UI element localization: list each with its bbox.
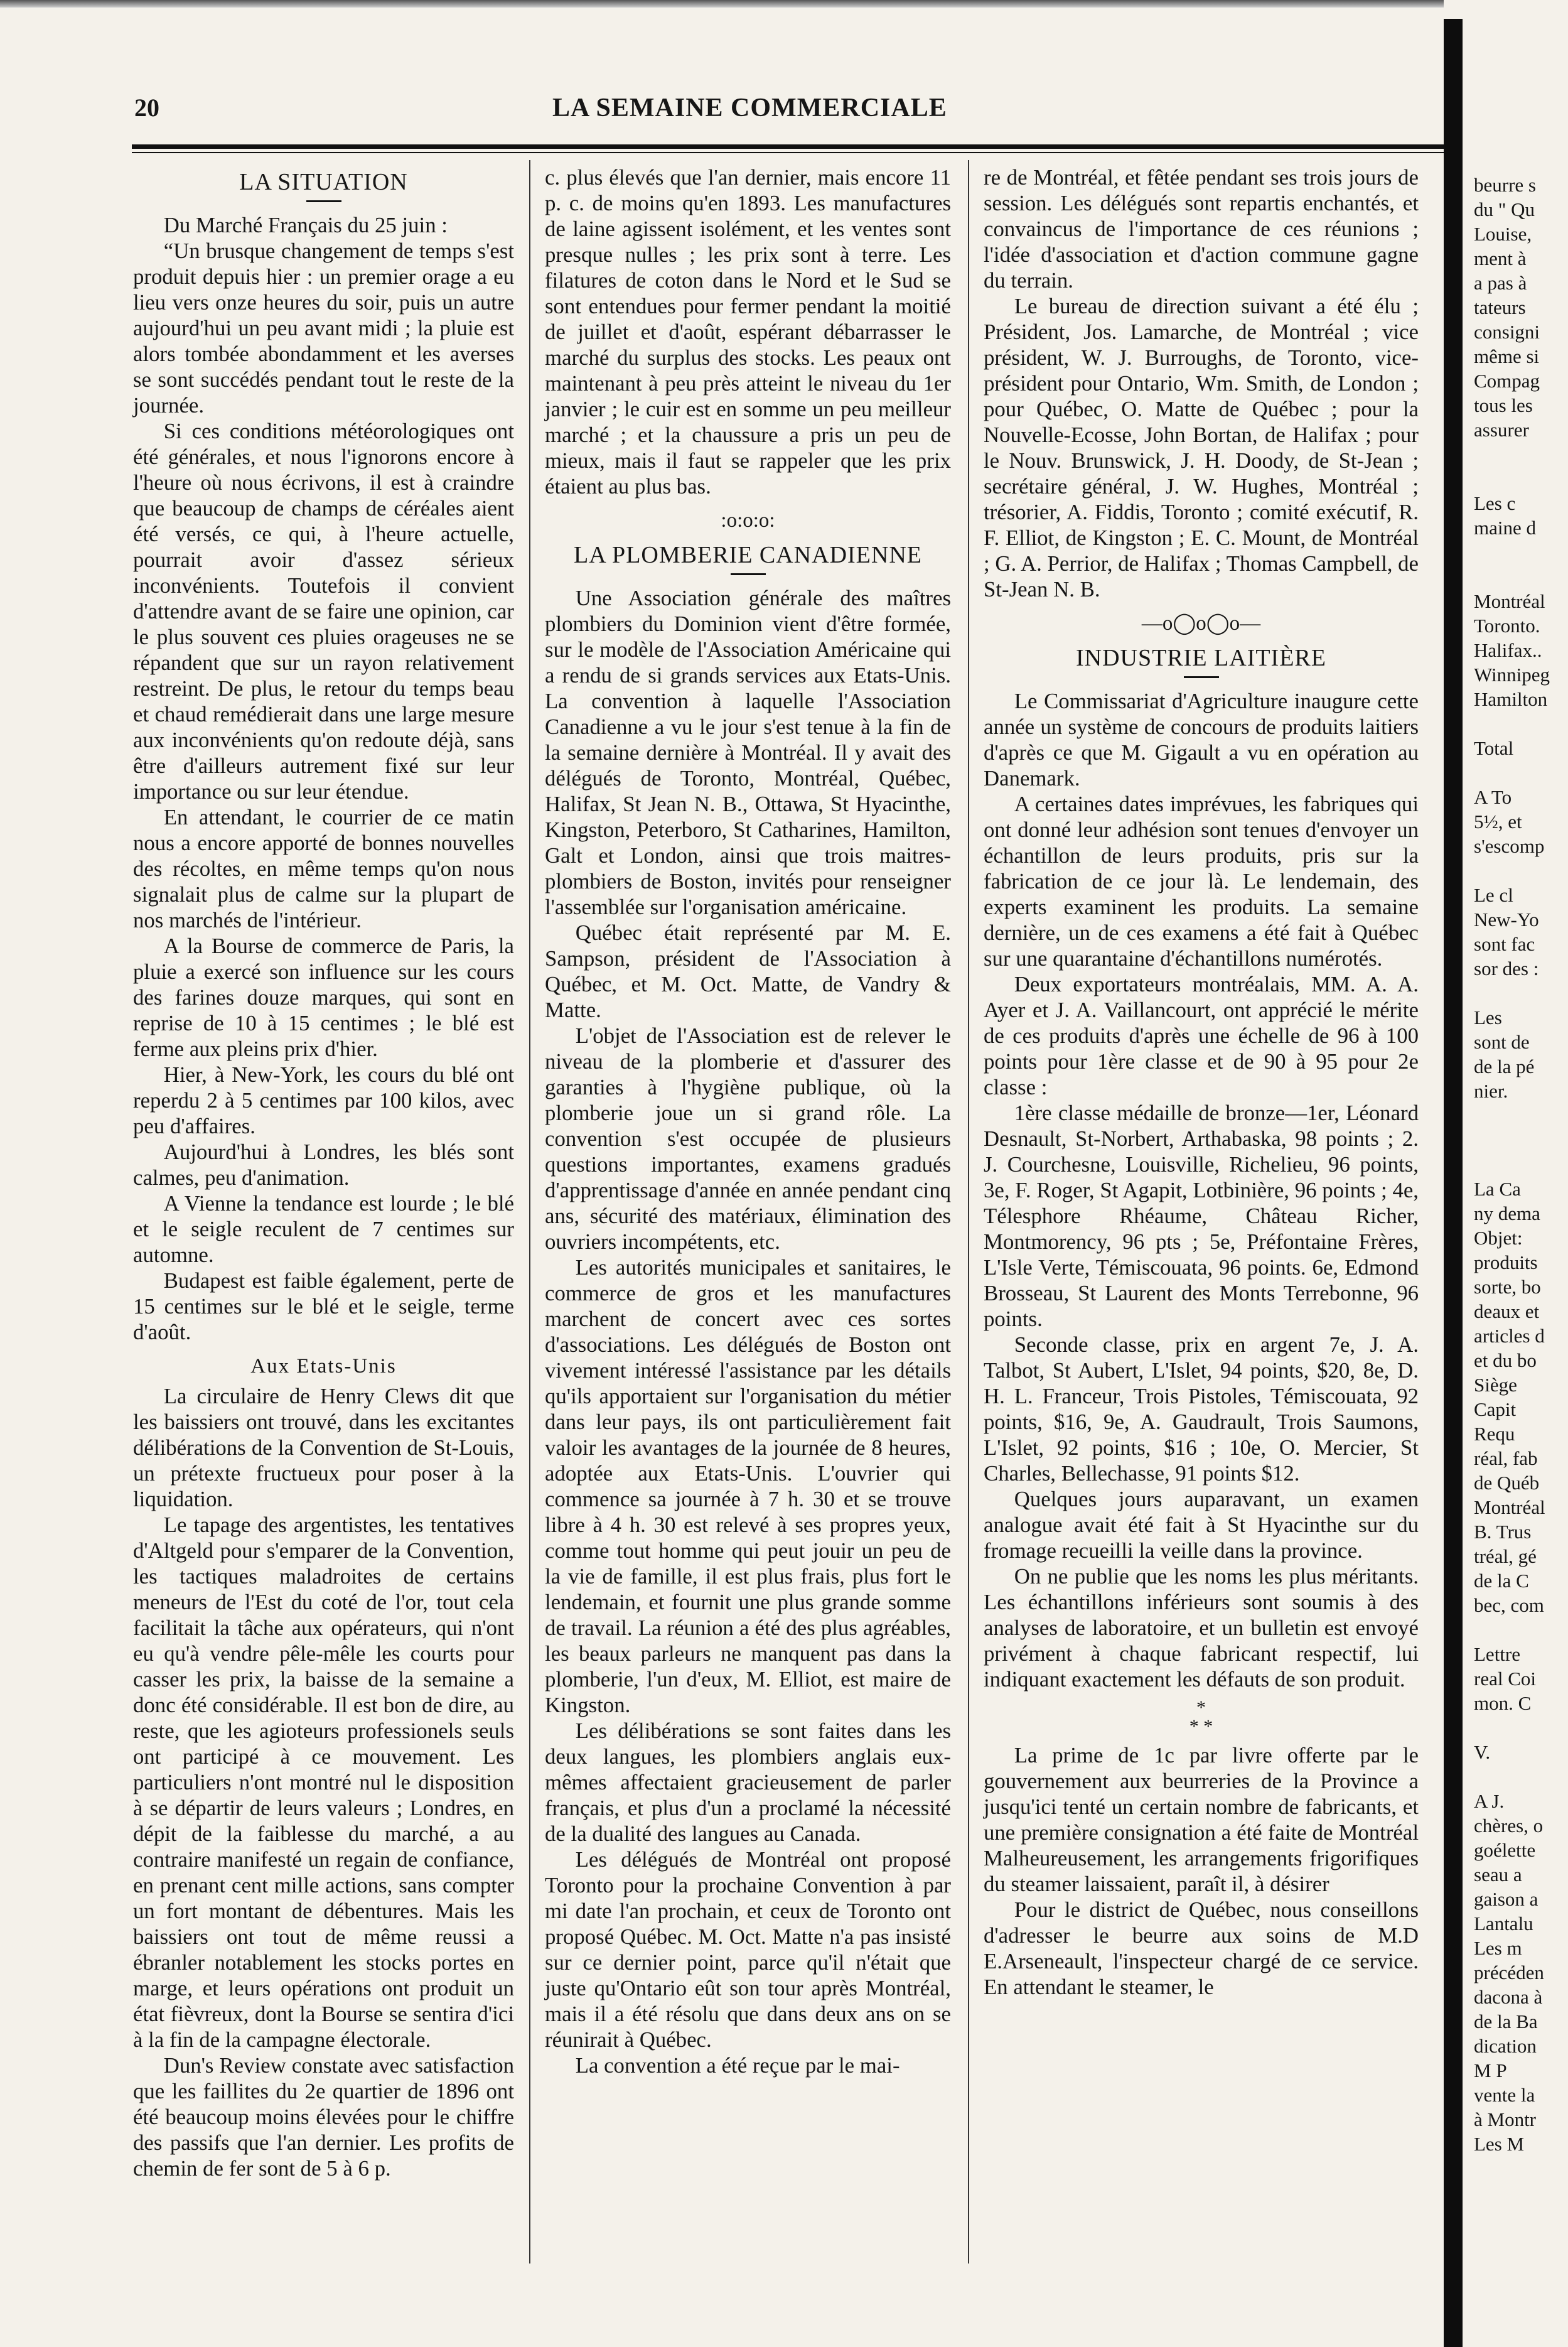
column-3 [984,165,1419,2000]
paragraph: Dun's Review constate avec satisfaction que les faillites du 2e quartier de 1896 ont été beaucoup moins élevées pour le chiffre des passifs que l'an dernier. Les profits de chemin de fer sont de 5 à 6 p. [133,2053,514,2181]
adjacent-page-line: dication [1474,2035,1537,2057]
adjacent-page-line: sont de [1474,1031,1530,1053]
adjacent-page-line [1474,442,1567,467]
adjacent-page-line: à Montr [1474,2108,1537,2130]
paragraph: Budapest est faible également, perte de 15 centimes sur le blé et le seigle, terme d'août. [133,1268,514,1344]
adjacent-page-line: Les [1474,1006,1502,1028]
column-divider [529,160,530,2263]
adjacent-page-line: Siège [1474,1374,1517,1396]
adjacent-page-line: et du bo [1474,1349,1537,1371]
paragraph: L'objet de l'Association est de relever le niveau de la plomberie et d'assurer des garanties à l'hygiène publique, où la plomberie joue un si grand rôle. La convention s'est occupée de plusieurs questions importantes, examens gradués d'apprentissage d'année en année pendant cinq ans, sécurité des matériaux, élimination des ouvriers incompétents, etc. [545,1023,951,1254]
title-rule [306,200,341,202]
adjacent-page-line: vente la [1474,2084,1535,2106]
page-number: 20 [134,94,159,122]
adjacent-page-line [1474,1715,1567,1740]
paragraph: Les délibérations se sont faites dans les deux langues, les plombiers anglais eux-mêmes affectaient gracieusement de parler français, et plus d'un a proclamé la nécessité de la dualité des langues au Canada. [545,1718,951,1846]
adjacent-page-line: du " Qu [1474,198,1535,220]
adjacent-page-line: Requ [1474,1423,1515,1445]
adjacent-page-line [1474,760,1567,785]
adjacent-page-line: réal, fab [1474,1447,1538,1469]
adjacent-page-line: tréal, gé [1474,1545,1537,1567]
running-title: LA SEMAINE COMMERCIALE [552,94,947,122]
paragraph: Les autorités municipales et sanitaires, le commerce de gros et les manufactures marchent de concert avec ces sortes d'associations. Les délégués de Boston ont vivement intéressé l'assistance par les détails qu'ils apportaient sur l'organisation du métier dans leur pays, ils ont particulièrement fait valoir les avantages de la journée de 8 heures, adoptée aux Etats-Unis. L'ouvrier qui commence sa journée à 7 h. 30 et se trouve libre à 4 h. 30 est relevé à ses propres yeux, comme tout homme qui peut jouir un peu de la vie de famille, il est plus frais, plus fort le lendemain, et fournit une plus grande somme de travail. La réunion a été des plus agréables, les beaux parleurs ne manquent pas dans la plomberie, l'un d'eux, M. Elliot, est maire de Kingston. [545,1255,951,1717]
adjacent-page-line: gaison a [1474,1888,1538,1910]
adjacent-page-line: A To [1474,786,1512,808]
paragraph: A Vienne la tendance est lourde ; le blé et le seigle reculent de 7 centimes sur automne. [133,1191,514,1267]
paragraph: A la Bourse de commerce de Paris, la pluie a exercé son influence sur les cours des farines douze marques, qui sont en reprise de 10 à 15 centimes ; le blé est ferme aux pleins prix d'hier. [133,934,514,1061]
adjacent-page-line: Montréal [1474,590,1545,612]
adjacent-page-line [1474,564,1567,589]
adjacent-page-line: real Coi [1474,1668,1536,1690]
adjacent-page-line: seau a [1474,1864,1522,1886]
header-rule-thin [132,152,1449,153]
top-edge-shadow [0,0,1444,8]
paragraph: c. plus élevés que l'an dernier, mais encore 11 p. c. de moins qu'en 1893. Les manufactures de laine agissent isolément, et les ventes sont presque nulles ; les prix sont à terre. Les filatures de coton dans le Nord et le Sud se sont entendues pour fermer pendant la moitié de juillet et d'août, espérant débarrasser le marché du surplus des stocks. Les peaux ont maintenant à peu près atteint le niveau du 1er janvier ; le cuir est en somme un peu meilleur marché ; et la chaussure a pris un peu de mieux, mais il faut se rappeler que les prix étaient au plus bas. [545,165,951,499]
paragraph: On ne publie que les noms les plus méritants. Les échantillons inférieurs sont soumis à des analyses de laboratoire, et un bulletin est envoyé privément à chaque fabricant respectif, lui indiquant exactement les défauts de son produit. [984,1564,1419,1691]
adjacent-page-line [1474,1128,1567,1152]
adjacent-page-line: assurer [1474,419,1529,441]
paragraph: Hier, à New-York, les cours du blé ont reperdu 2 à 5 centimes par 100 kilos, avec peu d'affaires. [133,1062,514,1138]
adjacent-page-line [1474,711,1567,736]
adjacent-page-line: a pas à [1474,272,1527,294]
adjacent-page-line: sor des : [1474,958,1539,979]
adjacent-page-line: deaux et [1474,1300,1540,1322]
adjacent-page-line: de Québ [1474,1472,1540,1494]
adjacent-page-line: V. [1474,1741,1491,1763]
paragraph: En attendant, le courrier de ce matin nous a encore apporté de bonnes nouvelles des récoltes, en même temps qu'on nous signalait plus de calme sur la plupart de nos marchés de l'intérieur. [133,805,514,932]
paragraph: Du Marché Français du 25 juin : [163,213,448,237]
binding-gutter [1444,19,1463,2347]
adjacent-page-line: Total [1474,737,1514,759]
adjacent-page-line: beurre s [1474,174,1536,196]
adjacent-page-line [1474,540,1567,564]
adjacent-page-line: La Ca [1474,1178,1521,1200]
adjacent-page-line: Toronto. [1474,615,1540,637]
paragraph: La prime de 1c par livre offerte par le gouvernement aux beurreries de la Province a jusqu'ici tenté un certain nombre de fabricants, et une première consignation a été faite de Montréal Malheureusement, les arrangements frigorifiques du steamer laissaient, paraît il, à désirer [984,1743,1419,1896]
adjacent-page-line: ny dema [1474,1202,1540,1224]
adjacent-page-line: ment à [1474,247,1527,269]
paragraph: La circulaire de Henry Clews dit que les baissiers ont trouvé, dans les excitantes délibérations de la Convention de St-Louis, un prétexte fructueux pour poser à la liquidation. [133,1384,514,1511]
adjacent-page-line [1474,1103,1567,1128]
adjacent-page-line [1474,467,1567,491]
adjacent-page-line: 5½, et [1474,811,1522,833]
adjacent-page-line: Lettre [1474,1643,1521,1665]
paragraph: Québec était représenté par M. E. Sampson, président de l'Association à Québec, et M. Oct. Matte, de Vandry & Matte. [545,920,951,1022]
adjacent-page-line: bec, com [1474,1594,1544,1616]
adjacent-page-line: goélette [1474,1839,1536,1861]
paragraph: re de Montréal, et fêtée pendant ses trois jours de session. Les délégués sont repartis enchantés, et convaincus de l'importance de ces réunions ; l'idée d'association et d'action commune gagne du terrain. [984,165,1419,293]
adjacent-page-line: Hamilton [1474,688,1548,710]
adjacent-page-line: Capit [1474,1398,1517,1420]
adjacent-page-line: Compag [1474,370,1540,392]
adjacent-page-line: précéden [1474,1961,1544,1983]
adjacent-page-line: tateurs [1474,296,1526,318]
adjacent-page-line [1474,1152,1567,1177]
article-title-plomberie-canadienne: LA PLOMBERIE CANADIENNE [574,542,922,568]
adjacent-page-line: même si [1474,345,1540,367]
adjacent-page-text [1474,173,1567,2156]
separator-ornament: —o◯o◯o— [1141,612,1261,635]
adjacent-page-line: dacona à [1474,1986,1543,2008]
adjacent-page-line: de la pé [1474,1055,1535,1077]
paragraph: Le bureau de direction suivant a été élu ; Président, Jos. Lamarche, de Montréal ; vice président, W. J. Burroughs, de Toronto, vice-président pour Ontario, Wm. Smith, de London ; pour Québec, O. Matte de Québec ; pour la Nouvelle-Ecosse, John Bortan, de Halifax ; pour le Nouv. Brunswick, J. H. Doody, de St-Jean ; secrétaire général, J. W. Hughes, Montréal ; trésorier, A. Fiddis, Toronto ; comité exécutif, R. F. Elliot, de Kingston ; E. C. Mount, de Montréal ; G. A. Perrior, de Halifax ; Thomas Campbell, de St-Jean N. B. [984,294,1419,602]
column-1 [133,165,514,2181]
paragraph: Deux exportateurs montréalais, MM. A. A. Ayer et J. A. Vaillancourt, ont apprécié le mérite de ces produits d'après une échelle de 96 à 100 points pour 1ère classe et de 90 à 95 pour 2e classe : [984,972,1419,1099]
paragraph: Aujourd'hui à Londres, les blés sont calmes, peu d'animation. [133,1140,514,1190]
adjacent-page-line: de la C [1474,1570,1529,1592]
adjacent-page-line: nier. [1474,1080,1508,1102]
adjacent-page-line: produits [1474,1251,1538,1273]
paragraph: Seconde classe, prix en argent 7e, J. A. Talbot, St Aubert, L'Islet, 94 points, $20, 8e, D. H. L. Franceur, Trois Pistoles, Témiscouata, 92 points, $16, 9e, A. Gaudrault, Trois Saumons, L'Islet, 92 points, $16 ; 10e, O. Mercier, St Charles, Bellechasse, 91 points $12. [984,1332,1419,1486]
asterism [984,1698,1419,1736]
adjacent-page-line [1474,1617,1567,1642]
asterism-bottom: * * [1189,1716,1213,1737]
paragraph: Le Commissariat d'Agriculture inaugure cette année un système de concours de produits laitiers d'après ce que M. Gigault a vu en opération au Danemark. [984,689,1419,790]
adjacent-page-line: mon. C [1474,1692,1532,1714]
adjacent-page-line: Montréal [1474,1496,1545,1518]
paragraph: “Un brusque changement de temps s'est produit depuis hier : un premier orage a eu lieu vers onze heures du soir, puis un autre aujourd'hui un peu avant midi ; la pluie est alors tombée abondamment et les averses se sont succédés pendant tout le reste de la journée. [133,239,514,418]
adjacent-page-edge [1444,0,1568,2347]
adjacent-page-line: s'escomp [1474,835,1545,857]
adjacent-page-line: sont fac [1474,933,1535,955]
adjacent-page-line: Le cl [1474,884,1513,906]
paragraph: Le tapage des argentistes, les tentatives d'Altgeld pour s'emparer de la Convention, les tactiques maladroites de certains meneurs de l'Est du coté de l'or, tout cela facilitait la tâche aux opérateurs, qui n'ont eu qu'à vendre pêle-mêle les courts pour casser les prix, la baisse de la semaine a donc été considérable. Il est bon de dire, au reste, que les agioteurs professionels seuls ont participé à ce mouvement. Les particuliers n'ont montré nul le disposition à se départir de leurs valeurs ; Londres, en dépit de la faiblesse du marché, a au contraire manifesté un regain de confiance, en prenant cent mille actions, sans compter un fort montant de débentures. Mais les baissiers ont tout de même reussi a ébranler notablement les stocks portes en marge, et leurs opérations ont produit un état fièvreux, dont la Bourse se sentira d'ici à la fin de la campagne électorale. [133,1513,514,2052]
header-rule [132,144,1449,149]
adjacent-page-line: chères, o [1474,1815,1544,1837]
column-divider [968,160,969,2263]
adjacent-page-line: Les m [1474,1937,1522,1959]
adjacent-page-line: tous les [1474,394,1533,416]
asterism-top: * [1196,1697,1206,1718]
paragraph: A certaines dates imprévues, les fabriques qui ont donné leur adhésion sont tenues d'envoyer un échantillon de leurs produits, pris sur la fabrication de ce jour là. Le lendemain, des experts examinent les produits. La semaine dernière, un de ces examens a été fait à Québec sur une quarantaine d'échantillons numérotés. [984,792,1419,971]
adjacent-page-line: Halifax.. [1474,639,1542,661]
adjacent-page-line: Louise, [1474,223,1532,245]
article-title-la-situation: LA SITUATION [239,169,408,195]
adjacent-page-line: Les M [1474,2133,1525,2155]
paragraph: 1ère classe médaille de bronze—1er, Léonard Desnault, St-Norbert, Arthabaska, 98 points ; 2. J. Courchesne, Louisville, Richelieu, 96 points, 3e, F. Roger, St Agapit, Lotbinière, 96 points ; 4e, Télesphore Rhéaume, Château Richer, Montmorency, 96 pts ; 5e, Préfontaine Frères, L'Isle Verte, Témiscouata, 96 points. 6e, Edmond Brosseau, St Laurent des Monts Terrebonne, 96 points. [984,1101,1419,1331]
adjacent-page-line: A J. [1474,1790,1505,1812]
paragraph: Si ces conditions météorologiques ont été générales, et nous l'ignorons encore à l'heure où nous écrivons, il est à craindre que beaucoup de champs de céréales aient été versés, ce qui, à l'heure actuelle, pourrait avoir d'assez sérieux inconvénients. Toutefois il convient d'attendre avant de se faire une opinion, car le plus souvent ces pluies orageuses ne se répandent que sur un rayon relativement restreint. De plus, le retour du temps beau et chaud remédierait dans une large mesure aux inconvénients qu'on redoute déjà, sans être d'ailleurs autrement fixé sur leur importance ou sur leur étendue. [133,419,514,804]
adjacent-page-line: de la Ba [1474,2010,1538,2032]
column-2 [545,165,951,2078]
title-rule [731,573,766,575]
adjacent-page-line: articles d [1474,1325,1545,1347]
adjacent-page-line: maine d [1474,517,1536,539]
paragraph: Quelques jours auparavant, un examen analogue avait été fait à St Hyacinthe sur du fromage recueilli la veille dans la province. [984,1487,1419,1563]
paragraph: Pour le district de Québec, nous conseillons d'adresser le beurre aux soins de M.D E.Arseneault, l'inspecteur chargé de ce service. En attendant le steamer, le [984,1897,1419,1999]
paragraph: La convention a été reçue par le mai- [575,2053,900,2078]
adjacent-page-line [1474,858,1567,883]
paragraph: Une Association générale des maîtres plombiers du Dominion vient d'être formée, sur le modèle de l'Association Américaine qui a rendu de si grands services aux Etats-Unis. La convention à laquelle l'Association Canadienne a vu le jour s'est tenue à la fin de la semaine dernière à Montréal. Il y avait des délégués de Toronto, Montréal, Québec, Halifax, St Jean N. B., Ottawa, St Hyacinthe, Kingston, Peterboro, St Catharines, Hamilton, Galt et London, ainsi que trois maitres-plombiers de Boston, invités pour renseigner l'assemblée sur l'organisation américaine. [545,586,951,919]
adjacent-page-line: B. Trus [1474,1521,1532,1543]
adjacent-page-line [1474,1764,1567,1789]
adjacent-page-line: M P [1474,2059,1507,2081]
adjacent-page-line: Lantalu [1474,1913,1533,1934]
adjacent-page-line: sorte, bo [1474,1276,1541,1298]
adjacent-page-line [1474,981,1567,1005]
adjacent-page-line: consigni [1474,321,1540,343]
article-title-industrie-laitiere: INDUSTRIE LAITIÈRE [1076,645,1326,671]
title-rule [1184,676,1219,678]
adjacent-page-line: Les c [1474,492,1516,514]
paragraph: Les délégués de Montréal ont proposé Toronto pour la prochaine Convention à par mi date l'an prochain, et ceux de Toronto ont proposé Québec. M. Oct. Matte n'a pas insisté sur ce dernier point, parce qu'il n'était que juste qu'Ontario eût son tour après Montréal, mais il a été résolu que dans deux ans on se réunirait à Québec. [545,1847,951,2052]
adjacent-page-line: Winnipeg [1474,664,1550,686]
separator-ornament: :o:o:o: [721,509,775,532]
adjacent-page-line: New-Yo [1474,909,1539,931]
section-subtitle-aux-etats-unis: Aux Etats-Unis [250,1355,397,1378]
adjacent-page-line: Objet: [1474,1227,1523,1249]
